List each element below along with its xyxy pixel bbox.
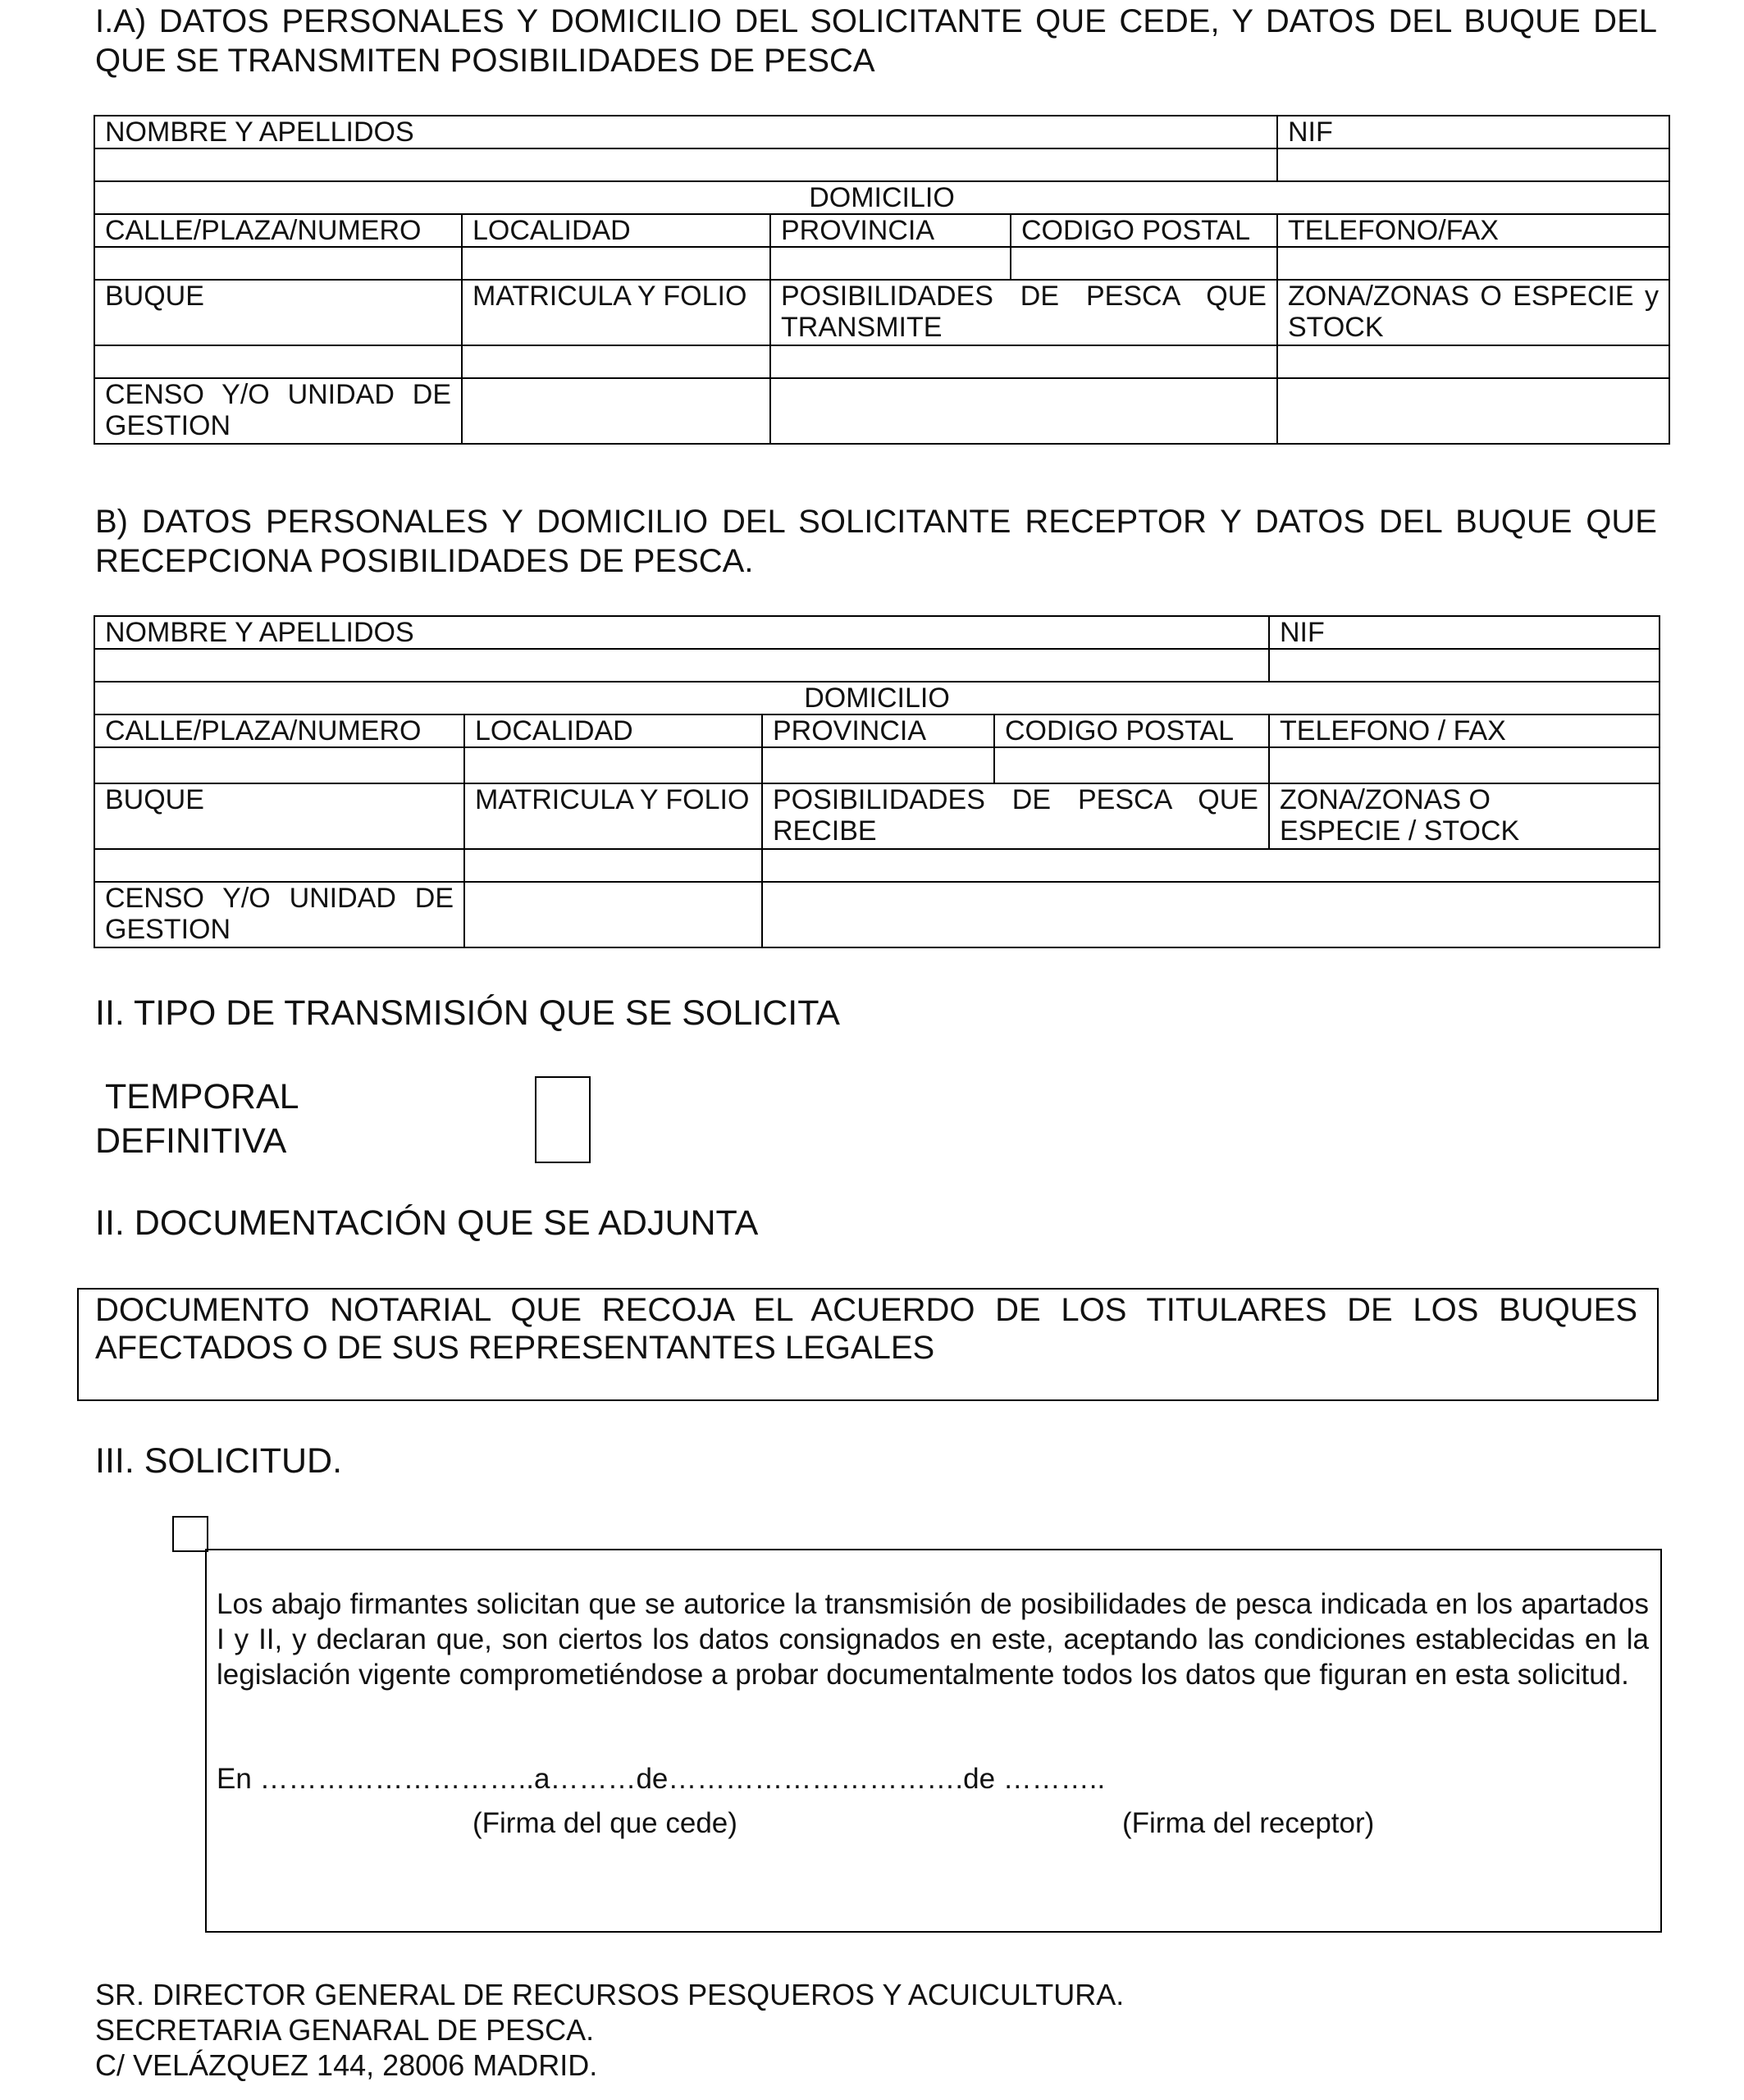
codigo-postal-label: CODIGO POSTAL: [1005, 715, 1234, 746]
posibilidades-label-cell: [770, 280, 1277, 345]
zona-label-line-2: ESPECIE / STOCK: [1280, 815, 1520, 847]
localidad-field[interactable]: [462, 247, 770, 280]
calle-field[interactable]: [94, 247, 462, 280]
firma-receptor-label: (Firma del receptor): [1122, 1807, 1375, 1839]
firma-cede-area[interactable]: [453, 1846, 863, 1920]
censo-extra-field[interactable]: [762, 882, 1660, 947]
zona-label: ZONA/ZONAS O ESPECIE y STOCK: [1288, 281, 1659, 343]
matricula-label: MATRICULA Y FOLIO: [475, 784, 750, 815]
provincia-field[interactable]: [770, 247, 1011, 280]
calle-label-cell: [94, 214, 462, 247]
censo-label-cell: [94, 378, 462, 444]
calle-field[interactable]: [94, 747, 464, 783]
documentacion-box: [77, 1288, 1659, 1401]
zona-label-line-1: ZONA/ZONAS O: [1280, 784, 1491, 815]
nif-label: NIF: [1280, 617, 1325, 648]
calle-label: CALLE/PLAZA/NUMERO: [105, 715, 422, 746]
calle-label-cell: [94, 714, 464, 747]
section-ii-tipo-heading: II. TIPO DE TRANSMISIÓN QUE SE SOLICITA: [95, 993, 840, 1033]
nombre-field[interactable]: [94, 649, 1269, 682]
calle-label: CALLE/PLAZA/NUMERO: [105, 215, 422, 246]
nombre-label: NOMBRE Y APELLIDOS: [105, 116, 414, 148]
posibilidades-zona-field[interactable]: [762, 849, 1660, 882]
domicilio-header-cell: [94, 682, 1660, 714]
section-ia-heading: I.A) DATOS PERSONALES Y DOMICILIO DEL SOLICITANTE QUE CEDE, Y DATOS DEL BUQUE DEL QUE SE TRANSMITEN POSIBILIDADES DE PESCA: [95, 3, 1657, 79]
provincia-field[interactable]: [762, 747, 994, 783]
telefono-label: TELEFONO/FAX: [1288, 215, 1499, 246]
localidad-label-cell: [462, 214, 770, 247]
provincia-label-cell: [770, 214, 1011, 247]
section-b-heading: B) DATOS PERSONALES Y DOMICILIO DEL SOLICITANTE RECEPTOR Y DATOS DEL BUQUE QUE RECEPCIONA POSIBILIDADES DE PESCA.: [95, 504, 1657, 579]
codigo-postal-label-cell: [1011, 214, 1277, 247]
provincia-label: PROVINCIA: [781, 215, 935, 246]
zona-label-cell: [1269, 783, 1660, 849]
definitiva-checkbox[interactable]: [535, 1121, 591, 1163]
nif-field[interactable]: [1269, 649, 1660, 682]
receptor-form-table: [94, 615, 1660, 948]
section-ii-doc-heading: II. DOCUMENTACIÓN QUE SE ADJUNTA: [95, 1203, 759, 1243]
localidad-label: LOCALIDAD: [475, 715, 633, 746]
nif-label: NIF: [1288, 116, 1333, 148]
solicitud-box: [205, 1549, 1662, 1933]
nif-label-cell: [1269, 616, 1660, 649]
domicilio-header-cell: [94, 181, 1669, 214]
solicitud-checkbox[interactable]: [172, 1516, 208, 1552]
censo-label: CENSO Y/O UNIDAD DE GESTION: [105, 883, 454, 945]
declaration-text: Los abajo firmantes solicitan que se autorice la transmisión de posibilidades de pesca indicada en los apartados I y II, y declaran que, son ciertos los datos consignados en este, aceptando las condiciones establecidas en la legislación vigente comprometiéndose a probar documentalmente todos los datos que figuran en esta solicitud.: [217, 1588, 1649, 1691]
temporal-checkbox[interactable]: [535, 1076, 591, 1123]
posibilidades-label: POSIBILIDADES DE PESCA QUE RECIBE: [773, 784, 1258, 847]
censo-extra-field-2[interactable]: [1277, 378, 1669, 444]
definitiva-label: DEFINITIVA: [95, 1121, 287, 1161]
matricula-label: MATRICULA Y FOLIO: [473, 281, 747, 312]
posibilidades-label: POSIBILIDADES DE PESCA QUE TRANSMITE: [781, 281, 1267, 343]
buque-label: BUQUE: [105, 784, 204, 815]
matricula-label-cell: [462, 280, 770, 345]
codigo-postal-field[interactable]: [1011, 247, 1277, 280]
buque-field[interactable]: [94, 849, 464, 882]
matricula-label-cell: [464, 783, 762, 849]
nif-label-cell: [1277, 116, 1669, 148]
addressee-block: [95, 1977, 1124, 2083]
telefono-field[interactable]: [1277, 247, 1669, 280]
buque-label-cell: [94, 783, 464, 849]
addressee-line-2: SECRETARIA GENARAL DE PESCA.: [95, 2013, 595, 2047]
telefono-label: TELEFONO / FAX: [1280, 715, 1506, 746]
place-date-line[interactable]: En ………………………..a………de………………………….de ………..: [217, 1763, 1106, 1795]
addressee-line-1: SR. DIRECTOR GENERAL DE RECURSOS PESQUEROS Y ACUICULTURA.: [95, 1978, 1125, 2011]
matricula-field[interactable]: [462, 345, 770, 378]
zona-label-cell: [1277, 280, 1669, 345]
censo-extra-field-1[interactable]: [770, 378, 1277, 444]
telefono-label-cell: [1277, 214, 1669, 247]
codigo-postal-field[interactable]: [994, 747, 1269, 783]
cedente-form-table: [94, 115, 1670, 445]
codigo-postal-label-cell: [994, 714, 1269, 747]
censo-field[interactable]: [462, 378, 770, 444]
codigo-postal-label: CODIGO POSTAL: [1021, 215, 1250, 246]
temporal-label: TEMPORAL: [105, 1077, 299, 1116]
censo-label-cell: [94, 882, 464, 947]
localidad-label: LOCALIDAD: [473, 215, 631, 246]
telefono-label-cell: [1269, 714, 1660, 747]
buque-field[interactable]: [94, 345, 462, 378]
censo-field[interactable]: [464, 882, 762, 947]
posibilidades-field[interactable]: [770, 345, 1277, 378]
localidad-label-cell: [464, 714, 762, 747]
buque-label-cell: [94, 280, 462, 345]
provincia-label-cell: [762, 714, 994, 747]
addressee-line-3: C/ VELÁZQUEZ 144, 28006 MADRID.: [95, 2048, 598, 2082]
section-iii-heading: III. SOLICITUD.: [95, 1441, 343, 1481]
nombre-label-cell: [94, 116, 1277, 148]
documentacion-text: DOCUMENTO NOTARIAL QUE RECOJA EL ACUERDO DE LOS TITULARES DE LOS BUQUES AFECTADOS O DE SUS REPRESENTANTES LEGALES: [95, 1292, 1637, 1366]
buque-label: BUQUE: [105, 281, 204, 312]
censo-label: CENSO Y/O UNIDAD DE GESTION: [105, 379, 451, 441]
provincia-label: PROVINCIA: [773, 715, 927, 746]
domicilio-label: DOMICILIO: [809, 182, 955, 213]
nif-field[interactable]: [1277, 148, 1669, 181]
zona-field[interactable]: [1277, 345, 1669, 378]
posibilidades-label-cell: [762, 783, 1269, 849]
matricula-field[interactable]: [464, 849, 762, 882]
telefono-field[interactable]: [1269, 747, 1660, 783]
nombre-label-cell: [94, 616, 1269, 649]
firma-receptor-area[interactable]: [1093, 1846, 1503, 1920]
domicilio-label: DOMICILIO: [804, 682, 950, 714]
nombre-field[interactable]: [94, 148, 1277, 181]
nombre-label: NOMBRE Y APELLIDOS: [105, 617, 414, 648]
localidad-field[interactable]: [464, 747, 762, 783]
firma-cede-label: (Firma del que cede): [473, 1807, 737, 1839]
